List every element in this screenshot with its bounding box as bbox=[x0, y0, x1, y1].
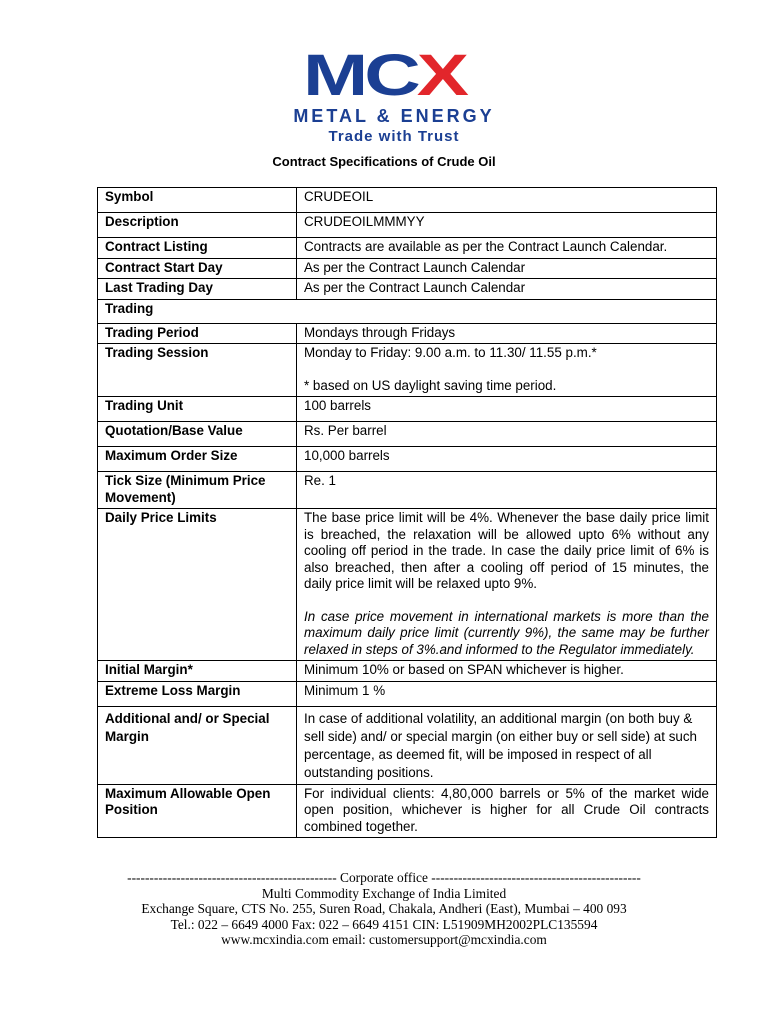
table-row bbox=[98, 188, 717, 213]
footer-divider: ----------------------------------------------- Corporate office ----------------------------------------------- bbox=[127, 870, 641, 885]
row-label: Trading Unit bbox=[98, 397, 297, 422]
row-value: In case of additional volatility, an additional margin (on both buy & sell side) and/ or special margin (on either buy or sell side) at such percentage, as deemed fit, will be imposed in respect of all outstanding positions. bbox=[297, 706, 717, 784]
table-row bbox=[98, 323, 717, 344]
table-row bbox=[98, 784, 717, 838]
row-value: As per the Contract Launch Calendar bbox=[297, 279, 717, 300]
table-row bbox=[98, 238, 717, 259]
table-row bbox=[98, 258, 717, 279]
corporate-office-footer bbox=[0, 870, 768, 948]
row-value: 100 barrels bbox=[297, 397, 717, 422]
spec-table bbox=[97, 187, 717, 838]
footer-address: Exchange Square, CTS No. 255, Suren Road, Chakala, Andheri (East), Mumbai – 400 093 bbox=[141, 901, 627, 916]
row-value bbox=[297, 344, 717, 397]
table-row bbox=[98, 299, 717, 323]
row-value-note: In case price movement in international markets is more than the maximum daily price limit (currently 9%), the same may be further relaxed in steps of 3%.and informed to the Regulator immediately. bbox=[304, 608, 709, 657]
row-label: Extreme Loss Margin bbox=[98, 681, 297, 706]
table-row bbox=[98, 472, 717, 509]
table-row bbox=[98, 397, 717, 422]
row-value bbox=[297, 509, 717, 661]
row-label: Maximum Allowable Open Position bbox=[98, 784, 297, 838]
row-label: Initial Margin* bbox=[98, 661, 297, 682]
logo-tagline-trade: Trade with Trust bbox=[328, 128, 460, 145]
table-row bbox=[98, 344, 717, 397]
row-label: Trading Session bbox=[98, 344, 297, 397]
row-label: Symbol bbox=[98, 188, 297, 213]
row-label: Last Trading Day bbox=[98, 279, 297, 300]
row-label: Additional and/ or Special Margin bbox=[98, 706, 297, 784]
row-value: For individual clients: 4,80,000 barrels or 5% of the market wide open position, whichever is higher for all Crude Oil contracts combined together. bbox=[297, 784, 717, 838]
table-row bbox=[98, 509, 717, 661]
table-row bbox=[98, 706, 717, 784]
row-label: Contract Start Day bbox=[98, 258, 297, 279]
table-row bbox=[98, 422, 717, 447]
row-value: Minimum 10% or based on SPAN whichever is higher. bbox=[297, 661, 717, 682]
row-value-note: * based on US daylight saving time period. bbox=[304, 377, 557, 393]
footer-company: Multi Commodity Exchange of India Limited bbox=[261, 885, 507, 901]
row-value: 10,000 barrels bbox=[297, 447, 717, 472]
row-value: CRUDEOILMMMYY bbox=[297, 213, 717, 238]
table-row bbox=[98, 279, 717, 300]
row-value: CRUDEOIL bbox=[297, 188, 717, 213]
row-value: Rs. Per barrel bbox=[297, 422, 717, 447]
row-label: Quotation/Base Value bbox=[98, 422, 297, 447]
table-row bbox=[98, 661, 717, 682]
row-value-text: Monday to Friday: 9.00 a.m. to 11.30/ 11.55 p.m.* bbox=[304, 345, 597, 360]
row-label: Trading Period bbox=[98, 323, 297, 344]
footer-web: www.mcxindia.com email: customersupport@mcxindia.com bbox=[221, 932, 547, 947]
table-row bbox=[98, 447, 717, 472]
page-title: Contract Specifications of Crude Oil bbox=[272, 154, 496, 169]
mcx-logo bbox=[0, 43, 768, 145]
table-row bbox=[98, 681, 717, 706]
logo-tagline-metal: METAL & ENERGY bbox=[293, 106, 495, 126]
row-value: Contracts are available as per the Contract Launch Calendar. bbox=[297, 238, 717, 259]
row-value: As per the Contract Launch Calendar bbox=[297, 258, 717, 279]
row-label: Description bbox=[98, 213, 297, 238]
table-row bbox=[98, 213, 717, 238]
row-label: Maximum Order Size bbox=[98, 447, 297, 472]
row-label: Tick Size (Minimum Price Movement) bbox=[98, 472, 297, 509]
section-heading: Trading bbox=[98, 299, 717, 323]
row-label: Daily Price Limits bbox=[98, 509, 297, 661]
row-value: Re. 1 bbox=[297, 472, 717, 509]
footer-contact: Tel.: 022 – 6649 4000 Fax: 022 – 6649 4151 CIN: L51909MH2002PLC135594 bbox=[170, 916, 598, 932]
row-value: Mondays through Fridays bbox=[297, 323, 717, 344]
logo-wordmark: MCX bbox=[303, 43, 465, 108]
row-value-text: The base price limit will be 4%. Whenever the base daily price limit is breached, the relaxation will be allowed upto 6% without any cooling off period in the trade. In case the daily price limit of 6% is also breached, then after a cooling off period of 15 minutes, the daily price limit will be relaxed upto 9%. bbox=[304, 510, 709, 591]
row-label: Contract Listing bbox=[98, 238, 297, 259]
row-value: Minimum 1 % bbox=[297, 681, 717, 706]
